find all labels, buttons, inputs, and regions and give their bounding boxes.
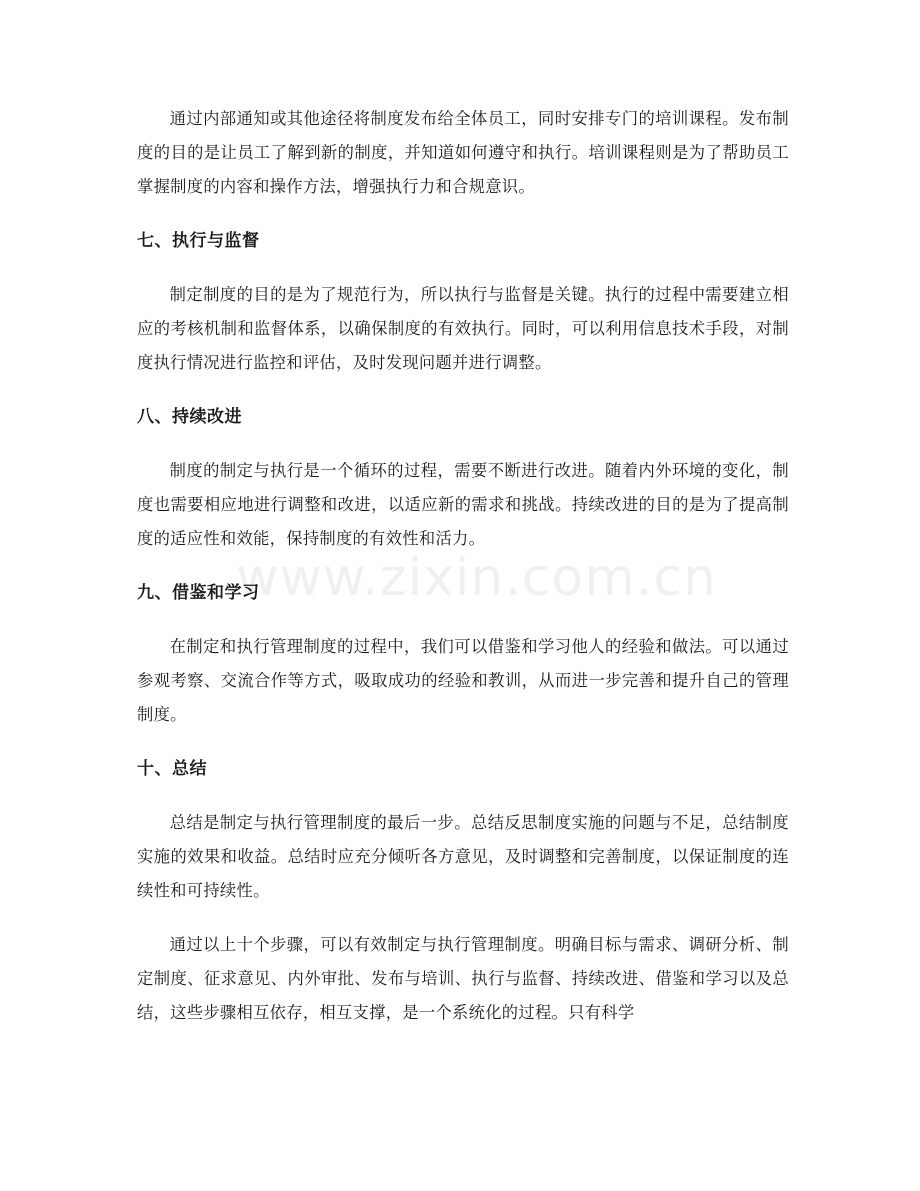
heading-continuous-improvement: 八、持续改进 — [137, 407, 242, 427]
paragraph-learning: 在制定和执行管理制度的过程中，我们可以借鉴和学习他人的经验和做法。可以通过参观考察、交流合作等方式，吸取成功的经验和教训，从而进一步完善和提升自己的管理制度。 — [137, 637, 789, 724]
heading-learning: 九、借鉴和学习 — [137, 583, 260, 603]
document-body — [137, 102, 789, 1030]
paragraph-continuous-improvement: 制度的制定与执行是一个循环的过程，需要不断进行改进。随着内外环境的变化，制度也需要相应地进行调整和改进，以适应新的需求和挑战。持续改进的目的是为了提高制度的适应性和效能，保持制度的有效性和活力。 — [137, 461, 789, 548]
paragraph-publish-training: 通过内部通知或其他途径将制度发布给全体员工，同时安排专门的培训课程。发布制度的目的是让员工了解到新的制度，并知道如何遵守和执行。培训课程则是为了帮助员工掌握制度的内容和操作方法，增强执行力和合规意识。 — [137, 109, 789, 196]
heading-summary: 十、总结 — [137, 759, 207, 779]
paragraph-summary: 总结是制定与执行管理制度的最后一步。总结反思制度实施的问题与不足，总结制度实施的效果和收益。总结时应充分倾听各方意见，及时调整和完善制度，以保证制度的连续性和可持续性。 — [137, 813, 789, 900]
watermark: www.zixin.com.cn — [236, 548, 717, 608]
paragraph-conclusion: 通过以上十个步骤，可以有效制定与执行管理制度。明确目标与需求、调研分析、制定制度、征求意见、内外审批、发布与培训、执行与监督、持续改进、借鉴和学习以及总结，这些步骤相互依存，相互支撑，是一个系统化的过程。只有科学 — [137, 935, 789, 1022]
heading-execution-supervision: 七、执行与监督 — [137, 231, 260, 251]
paragraph-execution-supervision: 制定制度的目的是为了规范行为，所以执行与监督是关键。执行的过程中需要建立相应的考核机制和监督体系，以确保制度的有效执行。同时，可以利用信息技术手段，对制度执行情况进行监控和评估，及时发现问题并进行调整。 — [137, 285, 789, 372]
